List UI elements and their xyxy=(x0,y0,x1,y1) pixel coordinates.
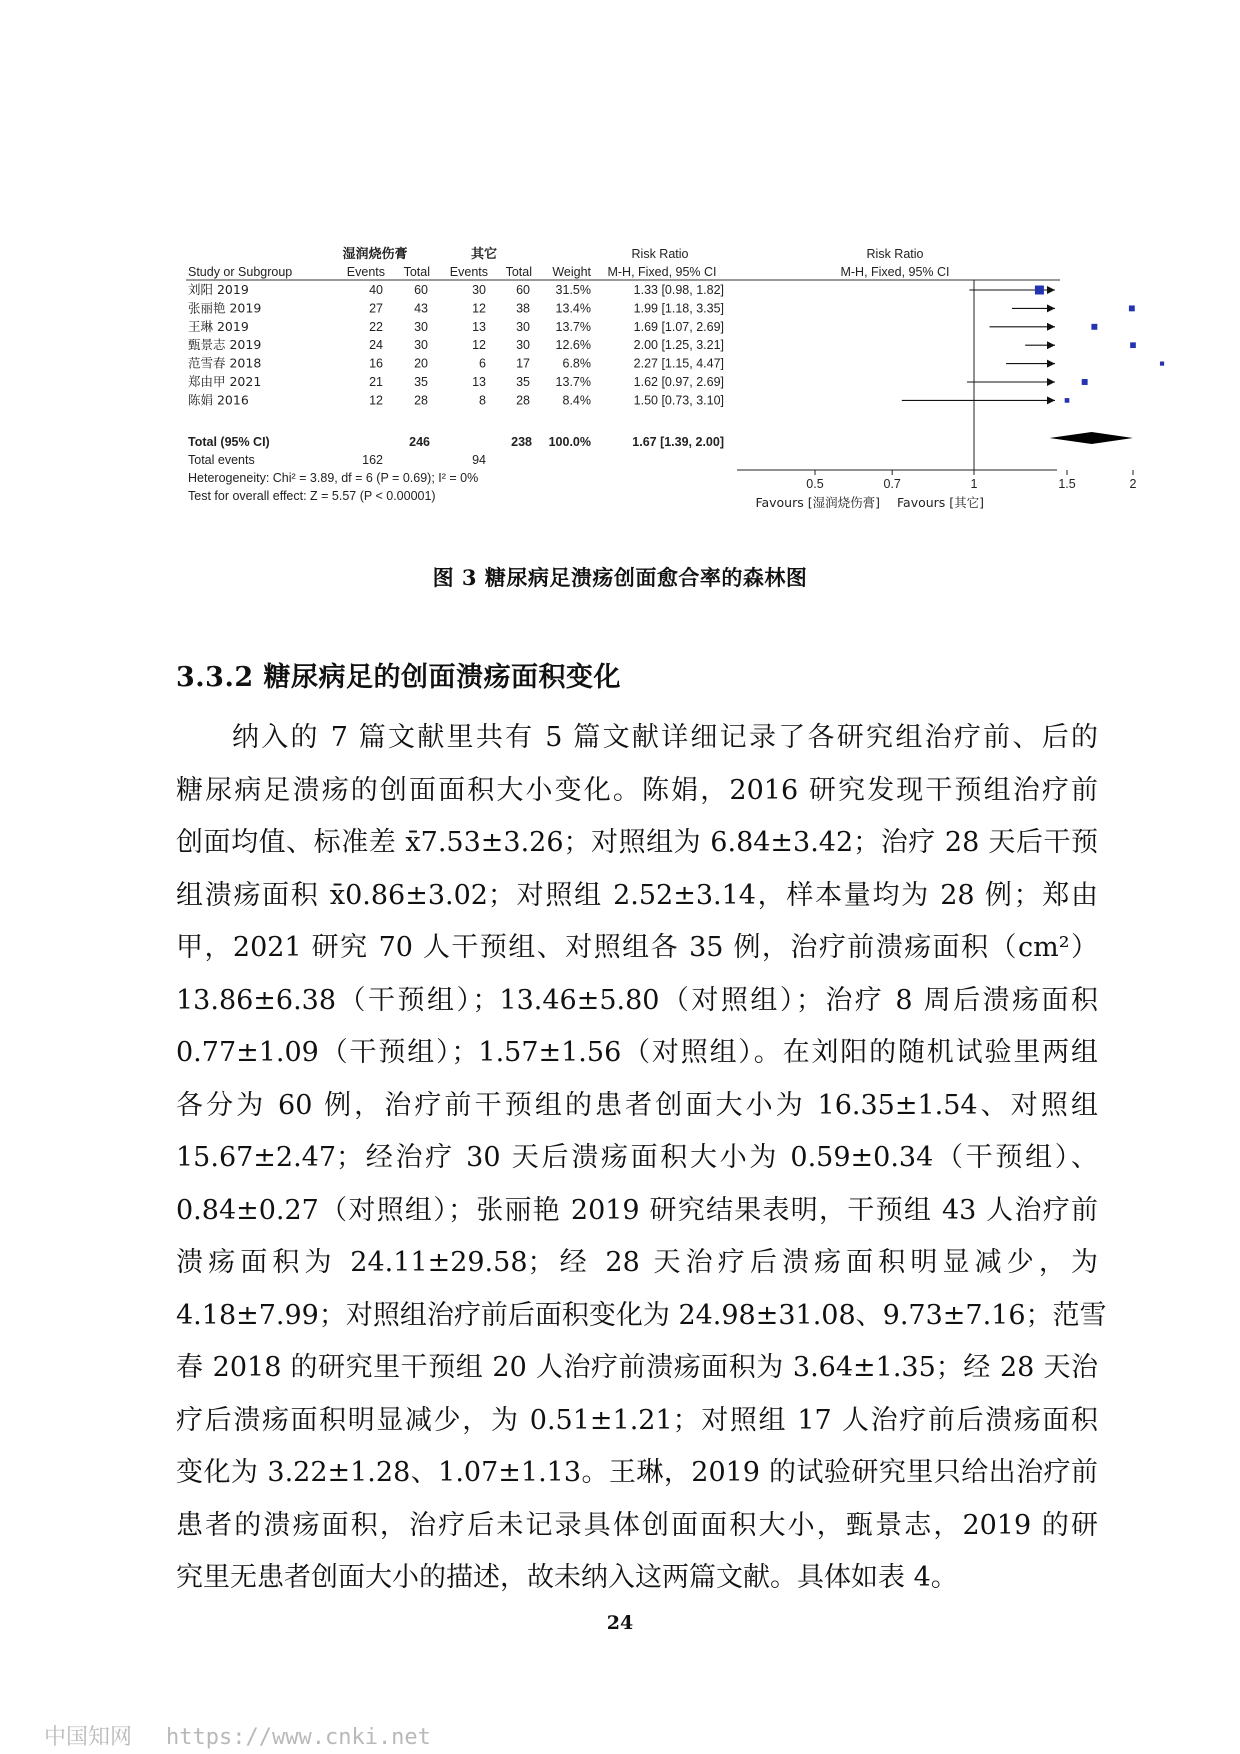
total1-cell: 28 xyxy=(414,393,428,408)
point-estimate xyxy=(1082,379,1088,385)
total2-cell: 60 xyxy=(516,283,530,297)
paragraph-line: 糖尿病足溃疡的创面面积大小变化。陈娟，2016 研究发现干预组治疗前 xyxy=(176,774,1098,806)
study-name: 张丽艳 2019 xyxy=(188,300,262,316)
x-axis-ticks xyxy=(806,470,1136,491)
events2-cell: 13 xyxy=(472,375,486,389)
ci-cell: 1.50 [0.73, 3.10] xyxy=(633,393,724,408)
total1-cell: 30 xyxy=(414,319,428,334)
study-row xyxy=(188,392,724,407)
study-name: 郑由甲 2021 xyxy=(188,374,262,389)
point-estimate xyxy=(1160,362,1164,366)
group1-header: 湿润烧伤膏 xyxy=(342,247,408,262)
total1-cell: 30 xyxy=(414,338,428,353)
page-number: 24 xyxy=(606,1612,634,1634)
total2-cell: 38 xyxy=(516,301,530,316)
weight-cell: 6.8% xyxy=(562,356,591,371)
paragraph-line: 15.67±2.47；经治疗 30 天后溃疡面积大小为 0.59±0.34（干预组）、 xyxy=(176,1142,1098,1173)
ci-arrow xyxy=(1047,396,1055,404)
ci-cell: 2.27 [1.15, 4.47] xyxy=(633,356,724,371)
forest-plot-table xyxy=(186,246,1060,503)
paragraph-line: 0.77±1.09（干预组）；1.57±1.56（对照组）。在刘阳的随机试验里两组 xyxy=(176,1037,1098,1068)
study-name: 甄景志 2019 xyxy=(188,337,262,353)
study-name: 范雪春 2018 xyxy=(188,355,262,371)
total-ci: 1.67 [1.39, 2.00] xyxy=(632,435,724,449)
events1-cell: 24 xyxy=(369,338,383,353)
axis-tick-label: 0.5 xyxy=(806,477,824,491)
figure-caption: 图 3 糖尿病足溃疡创面愈合率的森林图 xyxy=(432,565,808,590)
watermark-site-name: 中国知网 xyxy=(44,1725,133,1750)
paragraph-line: 溃疡面积为 24.11±29.58；经 28 天治疗后溃疡面积明显减少，为 xyxy=(176,1247,1098,1278)
heterogeneity-text: Heterogeneity: Chi² = 3.89, df = 6 (P = 0.69); I² = 0% xyxy=(188,471,479,485)
axis-tick-label: 1 xyxy=(970,477,978,491)
paragraph-line: 纳入的 7 篇文献里共有 5 篇文献详细记录了各研究组治疗前、后的 xyxy=(232,722,1098,753)
paragraph-line: 4.18±7.99；对照组治疗前后面积变化为 24.98±31.08、9.73±7.16；范雪 xyxy=(176,1299,1107,1331)
total-n1: 246 xyxy=(409,435,430,449)
col-events1-header: Events xyxy=(346,265,385,279)
ci-cell: 1.99 [1.18, 3.35] xyxy=(633,301,724,316)
forest-plot-graph xyxy=(737,280,1164,510)
total-weight: 100.0% xyxy=(548,435,591,449)
pooled-diamond xyxy=(1050,432,1133,444)
events2-cell: 13 xyxy=(472,319,486,334)
study-row xyxy=(188,300,724,315)
total2-cell: 30 xyxy=(516,319,530,334)
study-row xyxy=(188,356,724,371)
weight-cell: 13.4% xyxy=(555,301,591,316)
ci-arrow xyxy=(1047,378,1055,386)
weight-cell: 31.5% xyxy=(555,283,591,297)
paragraph-line: 0.84±0.27（对照组）；张丽艳 2019 研究结果表明，干预组 43 人治疗前 xyxy=(176,1194,1098,1226)
point-estimate xyxy=(1091,324,1097,330)
axis-tick-label: 1.5 xyxy=(1058,477,1076,491)
study-mark xyxy=(967,378,1088,386)
study-row xyxy=(188,319,724,334)
study-rows xyxy=(188,282,724,407)
study-mark xyxy=(902,396,1070,404)
favours-left-label: Favours [湿润烧伤膏] xyxy=(755,495,880,510)
col-total1-header: Total xyxy=(403,265,430,279)
point-estimate xyxy=(1129,305,1135,311)
events2-cell: 30 xyxy=(472,283,486,297)
section-heading: 3.3.2 糖尿病足的创面溃疡面积变化 xyxy=(176,662,622,693)
paragraph-line: 春 2018 的研究里干预组 20 人治疗前溃疡面积为 3.64±1.35；经 28 天治 xyxy=(176,1352,1098,1383)
events1-cell: 40 xyxy=(369,283,383,297)
ci-cell: 2.00 [1.25, 3.21] xyxy=(633,338,724,353)
total2-cell: 28 xyxy=(516,393,530,408)
ci-arrow xyxy=(1047,323,1055,331)
paragraph-line: 患者的溃疡面积，治疗后未记录具体创面面积大小，甄景志，2019 的研 xyxy=(176,1509,1098,1541)
col-total2-header: Total xyxy=(505,265,532,279)
total-events1: 162 xyxy=(362,453,383,467)
forest-plot xyxy=(0,0,1240,560)
total-label: Total (95% CI) xyxy=(188,435,270,449)
weight-cell: 12.6% xyxy=(555,338,591,353)
total-events-label: Total events xyxy=(188,453,255,467)
events1-cell: 16 xyxy=(369,356,383,371)
point-estimate xyxy=(1130,342,1136,348)
events1-cell: 21 xyxy=(369,375,383,389)
col-weight-header: Weight xyxy=(552,265,591,279)
paragraph-line: 变化为 3.22±1.28、1.07±1.13。王琳，2019 的试验研究里只给出治疗前 xyxy=(176,1457,1098,1488)
weight-cell: 13.7% xyxy=(555,319,591,334)
paragraph-line: 甲，2021 研究 70 人干预组、对照组各 35 例，治疗前溃疡面积（cm²） xyxy=(176,932,1098,963)
ci-arrow xyxy=(1047,341,1055,349)
body-paragraph xyxy=(176,712,1107,1605)
rr-method-left: M-H, Fixed, 95% CI xyxy=(607,265,717,279)
study-mark xyxy=(1025,341,1136,349)
rr-header-right: Risk Ratio xyxy=(866,247,924,261)
rr-header-left: Risk Ratio xyxy=(631,247,689,261)
watermark xyxy=(44,1720,431,1751)
paragraph-line: 组溃疡面积 x̄0.86±3.02；对照组 2.52±3.14，样本量均为 28 例；郑由 xyxy=(176,879,1098,911)
total1-cell: 20 xyxy=(414,356,428,371)
total1-cell: 43 xyxy=(414,301,428,316)
point-estimate xyxy=(1035,286,1044,295)
axis-tick-label: 0.7 xyxy=(883,477,901,491)
study-name: 王琳 2019 xyxy=(188,318,249,334)
rr-method-right: M-H, Fixed, 95% CI xyxy=(840,265,950,279)
ci-cell: 1.33 [0.98, 1.82] xyxy=(633,283,724,297)
paragraph-line: 究里无患者创面大小的描述，故未纳入这两篇文献。具体如表 4。 xyxy=(176,1562,958,1593)
paragraph-line: 各分为 60 例，治疗前干预组的患者创面大小为 16.35±1.54、对照组 xyxy=(176,1089,1098,1121)
study-row xyxy=(188,337,724,352)
study-name: 陈娟 2016 xyxy=(188,392,249,408)
paragraph-line: 创面均值、标准差 x̄7.53±3.26；对照组为 6.84±3.42；治疗 28 天后干预 xyxy=(176,827,1098,858)
col-events2-header: Events xyxy=(449,265,488,279)
group2-header: 其它 xyxy=(470,247,498,262)
total-n2: 238 xyxy=(511,435,532,449)
study-mark xyxy=(969,286,1055,295)
study-mark xyxy=(1012,304,1135,312)
overall-effect-text: Test for overall effect: Z = 5.57 (P < 0.00001) xyxy=(188,489,436,503)
ci-cell: 1.69 [1.07, 2.69] xyxy=(633,319,724,334)
total1-cell: 35 xyxy=(414,375,428,389)
col-study-header: Study or Subgroup xyxy=(188,265,293,279)
study-marks xyxy=(902,286,1164,405)
study-mark xyxy=(990,323,1098,331)
study-row xyxy=(188,282,724,297)
ci-arrow xyxy=(1047,286,1055,294)
events1-cell: 22 xyxy=(369,319,383,334)
events2-cell: 6 xyxy=(479,356,486,371)
study-mark xyxy=(1006,360,1164,368)
ci-cell: 1.62 [0.97, 2.69] xyxy=(633,375,724,389)
weight-cell: 13.7% xyxy=(555,375,591,389)
paragraph-line: 13.86±6.38（干预组）；13.46±5.80（对照组）；治疗 8 周后溃疡面积 xyxy=(176,984,1098,1016)
events2-cell: 12 xyxy=(472,301,486,316)
total2-cell: 35 xyxy=(516,375,530,389)
total2-cell: 30 xyxy=(516,338,530,353)
events1-cell: 27 xyxy=(369,301,383,316)
axis-tick-label: 2 xyxy=(1129,477,1137,491)
point-estimate xyxy=(1065,398,1070,403)
weight-cell: 8.4% xyxy=(562,393,591,408)
study-name: 刘阳 2019 xyxy=(188,282,249,297)
ci-arrow xyxy=(1047,360,1055,368)
events2-cell: 12 xyxy=(472,338,486,353)
paragraph-line: 疗后溃疡面积明显减少，为 0.51±1.21；对照组 17 人治疗前后溃疡面积 xyxy=(176,1404,1098,1436)
ci-arrow xyxy=(1047,304,1055,312)
total1-cell: 60 xyxy=(414,283,428,297)
watermark-url: https://www.cnki.net xyxy=(166,1725,431,1750)
events2-cell: 8 xyxy=(479,393,486,408)
study-row xyxy=(188,374,724,389)
events1-cell: 12 xyxy=(369,393,383,408)
total2-cell: 17 xyxy=(516,356,530,371)
favours-right-label: Favours [其它] xyxy=(897,495,985,510)
total-events2: 94 xyxy=(472,453,486,467)
